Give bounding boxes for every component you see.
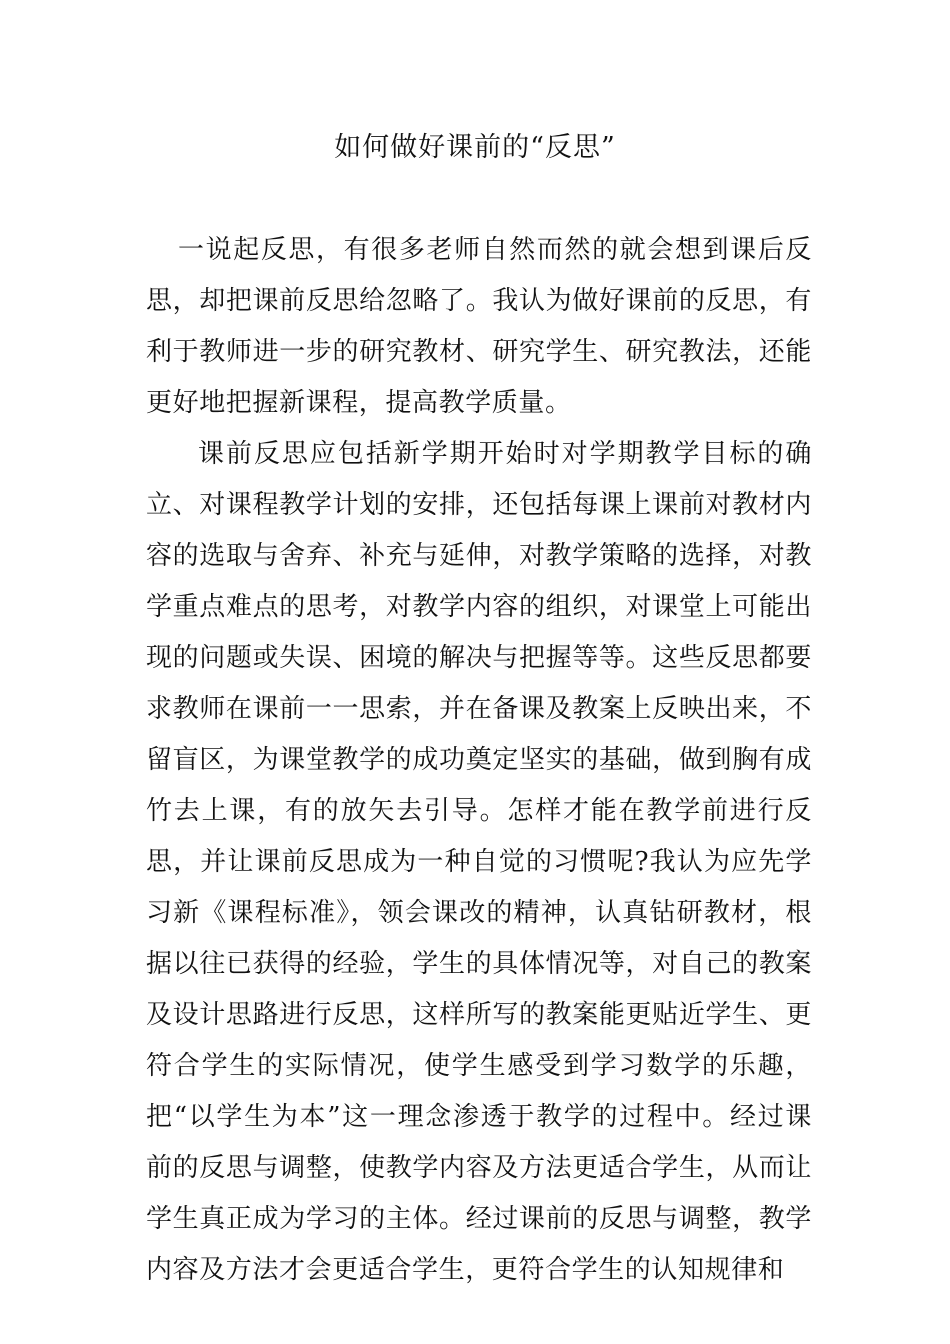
document-body bbox=[146, 225, 812, 1296]
paragraph-main: 课前反思应包括新学期开始时对学期教学目标的确立、对课程教学计划的安排，还包括每课上课前对教材内容的选取与舍弃、补充与延伸，对教学策略的选择，对教学重点难点的思考，对教学内容的组织，对课堂上可能出现的问题或失误、困境的解决与把握等等。这些反思都要求教师在课前一一思索，并在备课及教案上反映出来，不留盲区，为课堂教学的成功奠定坚实的基础，做到胸有成竹去上课，有的放矢去引导。怎样才能在教学前进行反思，并让课前反思成为一种自觉的习惯呢?我认为应先学习新《课程标准》，领会课改的精神，认真钻研教材，根据以往已获得的经验，学生的具体情况等，对自己的教案及设计思路进行反思，这样所写的教案能更贴近学生、更符合学生的实际情况，使学生感受到学习数学的乐趣，把“以学生为本”这一理念渗透于教学的过程中。经过课前的反思与调整，使教学内容及方法更适合学生，从而让学生真正成为学习的主体。经过课前的反思与调整，教学内容及方法才会更适合学生，更符合学生的认知规律和 bbox=[146, 439, 812, 1285]
paragraph-intro: 一说起反思，有很多老师自然而然的就会想到课后反思，却把课前反思给忽略了。我认为做好课前的反思，有利于教师进一步的研究教材、研究学生、研究教法，还能更好地把握新课程，提高教学质量。 bbox=[146, 235, 812, 418]
document-title: 如何做好课前的“反思” bbox=[334, 132, 616, 163]
